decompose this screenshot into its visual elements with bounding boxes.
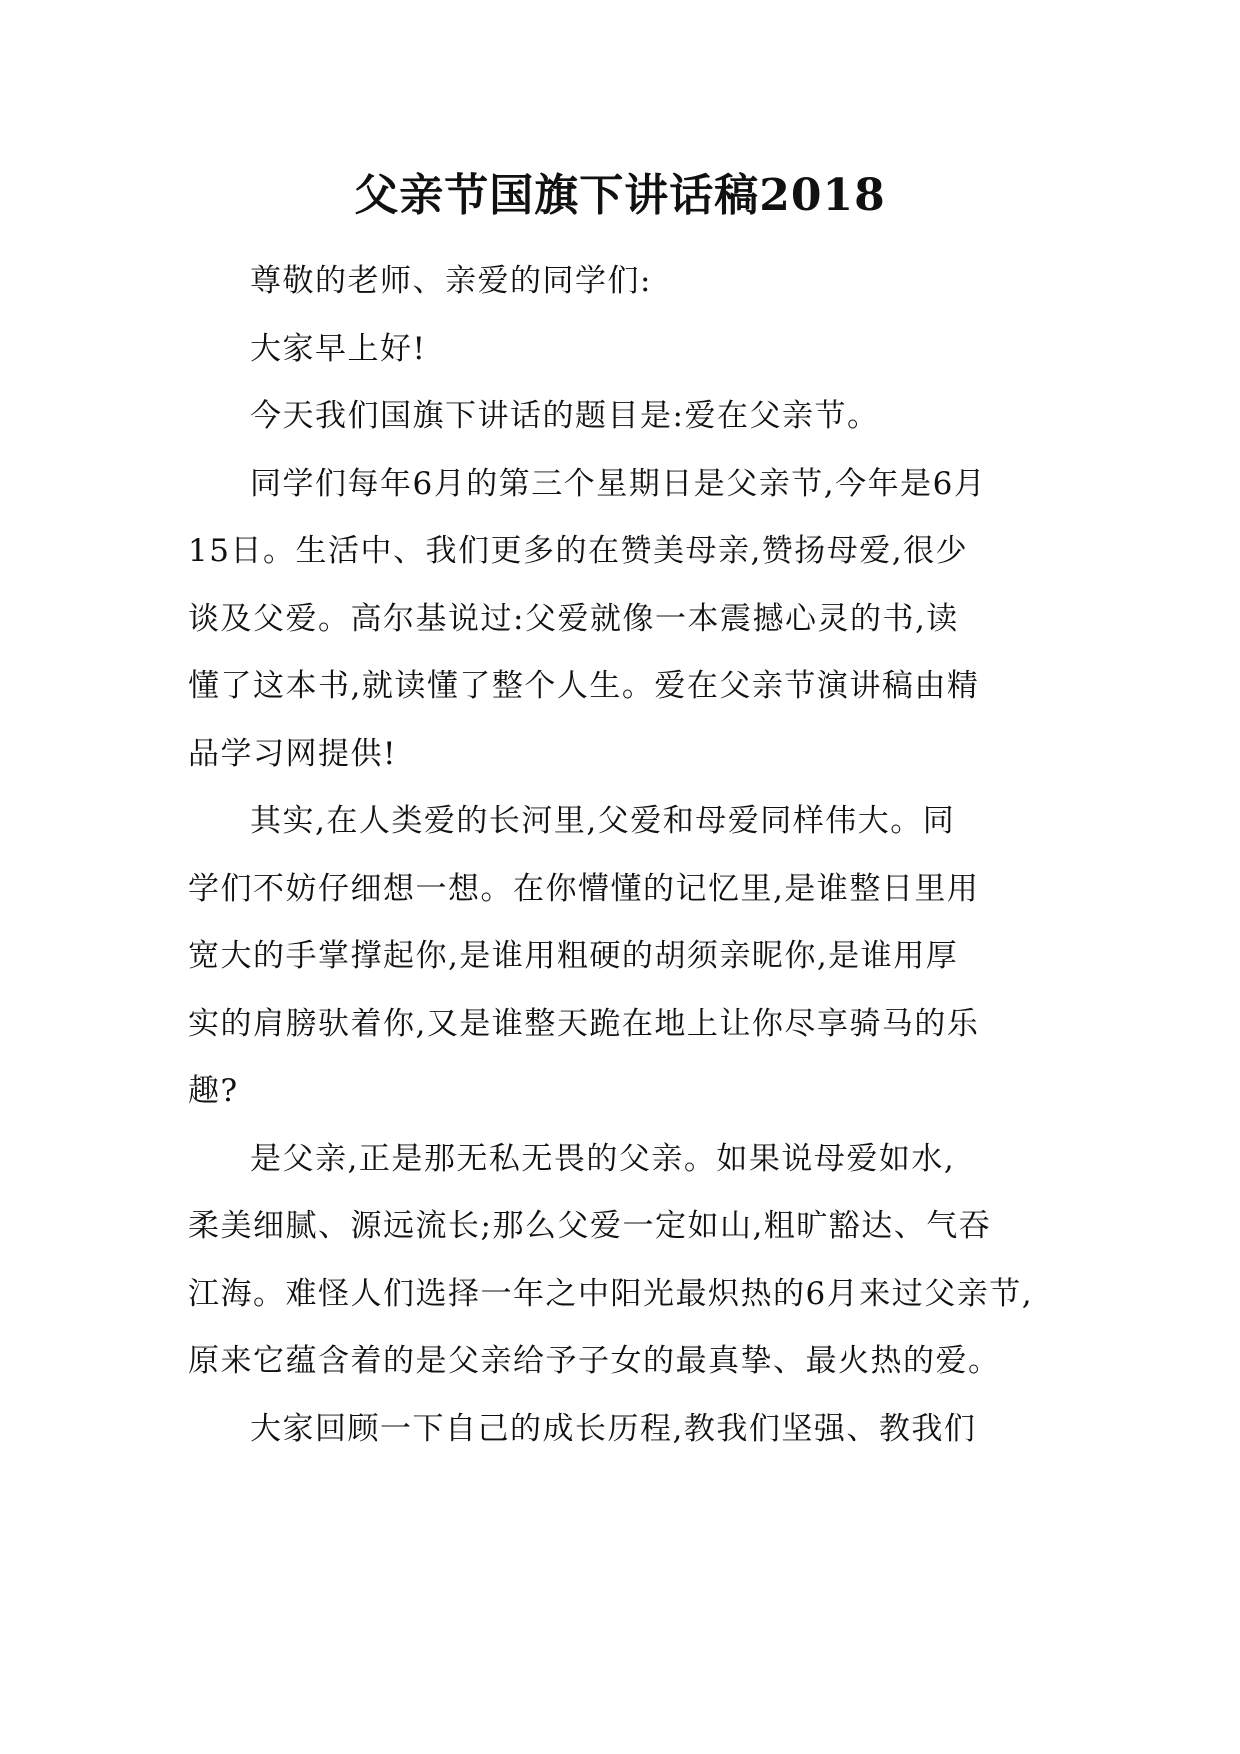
text-line: 学们不妨仔细想一想。在你懵懂的记忆里,是谁整日里用 (188, 870, 980, 907)
text-line: 趣? (188, 1073, 239, 1109)
text-line: 大家早上好! (250, 330, 427, 367)
paragraph-greeting (188, 248, 1054, 316)
text-line: 大家回顾一下自己的成长历程,教我们坚强、教我们 (250, 1410, 977, 1447)
paragraph-fathers-day-date (188, 451, 1054, 789)
text-line: 是父亲,正是那无私无畏的父亲。如果说母爱如水, (250, 1140, 956, 1177)
text-line: 尊敬的老师、亲爱的同学们: (250, 263, 652, 299)
text-line: 实的肩膀驮着你,又是谁整天跪在地上让你尽享骑马的乐 (188, 1005, 980, 1042)
paragraph-father-like-mountain (188, 1126, 1054, 1396)
text-line: 其实,在人类爱的长河里,父爱和母爱同样伟大。同 (250, 803, 956, 839)
text-line: 今天我们国旗下讲话的题目是:爱在父亲节。 (250, 398, 880, 434)
document-body (188, 248, 1054, 1463)
paragraph-topic (188, 383, 1054, 451)
paragraph-good-morning (188, 316, 1054, 384)
paragraph-growth-review (188, 1396, 1054, 1464)
text-line: 江海。难怪人们选择一年之中阳光最炽热的6月来过父亲节, (188, 1275, 1034, 1312)
text-line: 宽大的手掌撑起你,是谁用粗硬的胡须亲昵你,是谁用厚 (188, 938, 959, 974)
text-line: 谈及父爱。高尔基说过:父爱就像一本震撼心灵的书,读 (188, 600, 959, 637)
text-line: 15日。生活中、我们更多的在赞美母亲,赞扬母爱,很少 (188, 533, 969, 569)
text-line: 品学习网提供! (188, 735, 397, 772)
text-line: 柔美细腻、源远流长;那么父爱一定如山,粗旷豁达、气吞 (188, 1208, 992, 1244)
document-title: 父亲节国旗下讲话稿2018 (354, 170, 886, 221)
text-line: 原来它蕴含着的是父亲给予子女的最真挚、最火热的爱。 (188, 1343, 1001, 1379)
text-line: 懂了这本书,就读懂了整个人生。爱在父亲节演讲稿由精 (188, 668, 980, 704)
paragraph-fathers-love (188, 788, 1054, 1126)
text-line: 同学们每年6月的第三个星期日是父亲节,今年是6月 (250, 465, 987, 502)
